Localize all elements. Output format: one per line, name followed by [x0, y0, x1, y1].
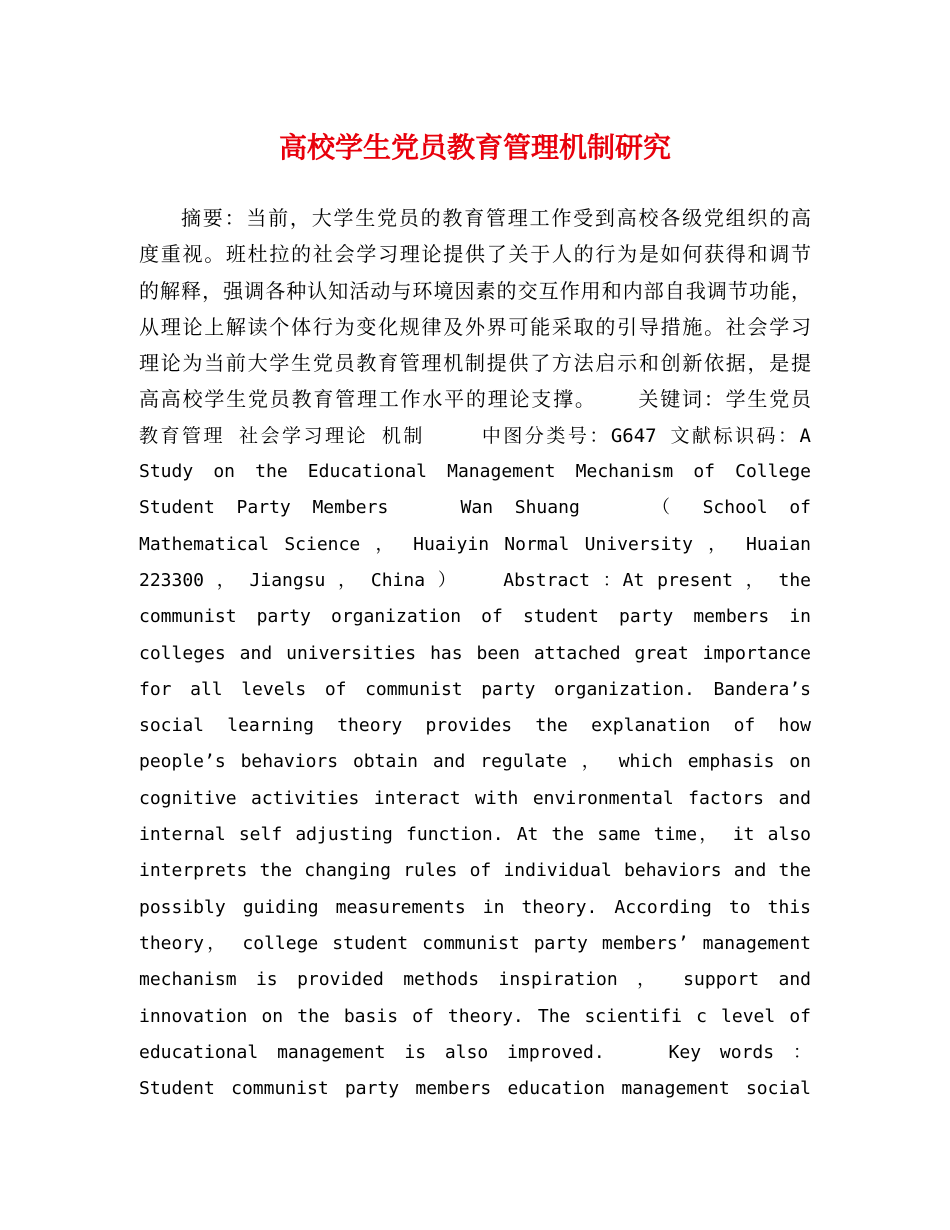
english-abstract-line-2: colleges and universities has been attached great importance — [139, 642, 811, 664]
english-abstract-line-1: communist party organization of student party members in — [139, 606, 811, 628]
english-abstract-line-10: theory， college student communist party members’ management — [139, 932, 811, 954]
english-title-line-1: Study on the Educational Management Mechanism of College — [139, 461, 811, 483]
document-title: 高校学生党员教育管理机制研究 — [278, 131, 671, 164]
abstract-line-6: 高高校学生党员教育管理工作水平的理论支撑。 关键词：学生党员 — [139, 387, 811, 412]
abstract-line-3: 的解释，强调各种认知活动与环境因素的交互作用和内部自我调节功能， — [139, 278, 811, 303]
abstract-line-1: 摘要：当前，大学生党员的教育管理工作受到高校各级党组织的高 — [181, 206, 811, 230]
english-abstract-line-6: cognitive activities interact with environmental factors and — [139, 787, 811, 809]
abstract-line-2: 度重视。班杜拉的社会学习理论提供了关于人的行为是如何获得和调节 — [139, 242, 811, 267]
abstract-line-5: 理论为当前大学生党员教育管理机制提供了方法启示和创新依据，是提 — [139, 351, 811, 376]
english-title-line-2: Student Party Members Wan Shuang （ School of — [139, 497, 811, 519]
affiliation-line-1: Mathematical Science ， Huaiyin Normal University ， Huaian — [139, 533, 811, 555]
english-abstract-line-11: mechanism is provided methods inspiration ， support and — [139, 969, 811, 991]
english-abstract-line-4: social learning theory provides the explanation of how — [139, 715, 811, 737]
affiliation-line-2: 223300 ， Jiangsu ， China ） Abstract ：At present ， the — [139, 569, 811, 591]
english-abstract-line-9: possibly guiding measurements in theory. According to this — [139, 896, 811, 918]
english-abstract-line-5: people’s behaviors obtain and regulate ， which emphasis on — [139, 751, 811, 773]
english-abstract-line-12: innovation on the basis of theory. The scientifi c level of — [139, 1005, 811, 1027]
document-body — [139, 200, 811, 1107]
english-abstract-line-8: interprets the changing rules of individual behaviors and the — [139, 860, 811, 882]
keywords-line: 教育管理 社会学习理论 机制 中图分类号：G647 文献标识码：A — [139, 424, 811, 447]
english-abstract-line-7: internal self adjusting function. At the same time， it also — [139, 824, 811, 846]
english-abstract-line-13: educational management is also improved. Key words ： — [139, 1041, 811, 1063]
english-abstract-line-3: for all levels of communist party organization. Bandera’s — [139, 678, 811, 700]
english-keywords-line: Student communist party members education management social — [139, 1078, 811, 1100]
abstract-line-4: 从理论上解读个体行为变化规律及外界可能采取的引导措施。社会学习 — [139, 314, 811, 339]
